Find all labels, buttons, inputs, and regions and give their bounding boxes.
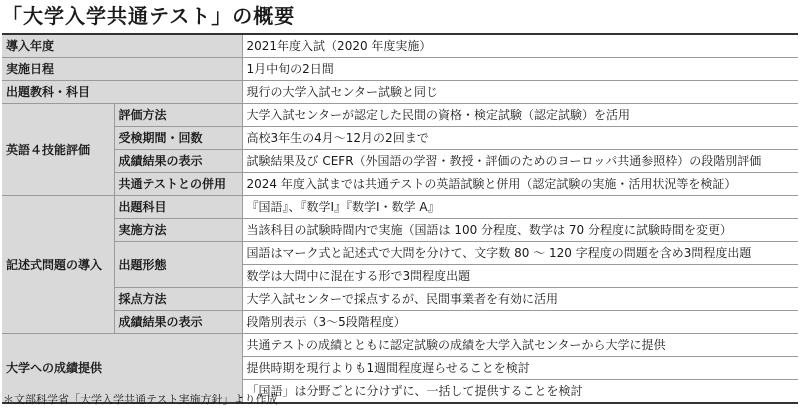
row-value: 大学入試センターで採点するが、民間事業者を有効に活用 — [242, 288, 798, 311]
row-sublabel: 採点方法 — [114, 288, 242, 311]
row-sublabel: 受検期間・回数 — [114, 127, 242, 150]
row-label: 出題教科・科目 — [2, 81, 242, 104]
row-label: 実施日程 — [2, 58, 242, 81]
row-value: 2024 年度入試までは共通テストの英語試験と併用（認定試験の実施・活用状況等を検証） — [242, 173, 798, 196]
row-value-line: 国語はマーク式と記述式で大問を分けて、文字数 80 ～ 120 字程度の問題を含め3問程度出題 — [242, 242, 798, 265]
table-row — [2, 334, 798, 357]
table-row — [2, 288, 798, 311]
row-sublabel: 成績結果の表示 — [114, 311, 242, 334]
table-row — [2, 34, 798, 58]
section-label-essay: 記述式問題の導入 — [2, 196, 114, 334]
row-value: 大学入試センターが認定した民間の資格・検定試験（認定試験）を活用 — [242, 104, 798, 127]
table-row — [2, 219, 798, 242]
row-value: 2021年度入試（2020 年度実施） — [242, 34, 798, 58]
row-value-line: 共通テストの成績とともに認定試験の成績を大学入試センターから大学に提供 — [242, 334, 798, 357]
row-sublabel: 評価方法 — [114, 104, 242, 127]
section-label-provision: 大学への成績提供 — [2, 334, 242, 404]
table-row — [2, 196, 798, 219]
row-value: 試験結果及び CEFR（外国語の学習・教授・評価のためのヨーロッパ共通参照枠）の段階別評価 — [242, 150, 798, 173]
section-label-english: 英語４技能評価 — [2, 104, 114, 196]
row-value: 現行の大学入試センター試験と同じ — [242, 81, 798, 104]
table-row — [2, 173, 798, 196]
row-sublabel: 実施方法 — [114, 219, 242, 242]
row-sublabel: 出題形態 — [114, 242, 242, 288]
overview-table — [2, 33, 798, 404]
table-row — [2, 242, 798, 265]
row-value: 高校3年生の4月～12月の2回まで — [242, 127, 798, 150]
row-value: 1月中旬の2日間 — [242, 58, 798, 81]
source-footnote: ＊文部科学省「大学入学共通テスト実施方針」より作成 — [3, 393, 278, 406]
row-value: 段階別表示（3～5段階程度） — [242, 311, 798, 334]
table-row — [2, 104, 798, 127]
row-value-line: 提供時期を現行よりも1週間程度遅らせることを検討 — [242, 357, 798, 380]
row-sublabel: 成績結果の表示 — [114, 150, 242, 173]
row-value-line: 数学は大問中に混在する形で3問程度出題 — [242, 265, 798, 288]
table-row — [2, 81, 798, 104]
table-row — [2, 127, 798, 150]
page-title: 「大学入学共通テスト」の概要 — [2, 4, 296, 28]
row-sublabel: 共通テストとの併用 — [114, 173, 242, 196]
row-sublabel: 出題科目 — [114, 196, 242, 219]
table-row — [2, 58, 798, 81]
row-label: 導入年度 — [2, 34, 242, 58]
row-value: 当該科目の試験時間内で実施（国語は 100 分程度、数学は 70 分程度に試験時間を変更） — [242, 219, 798, 242]
table-row — [2, 311, 798, 334]
row-value: 『国語』、『数学Ⅰ』『数学Ⅰ・数学 A』 — [242, 196, 798, 219]
table-row — [2, 150, 798, 173]
row-value-line: 「国語」は分野ごとに分けずに、一括して提供することを検討 — [242, 380, 798, 404]
